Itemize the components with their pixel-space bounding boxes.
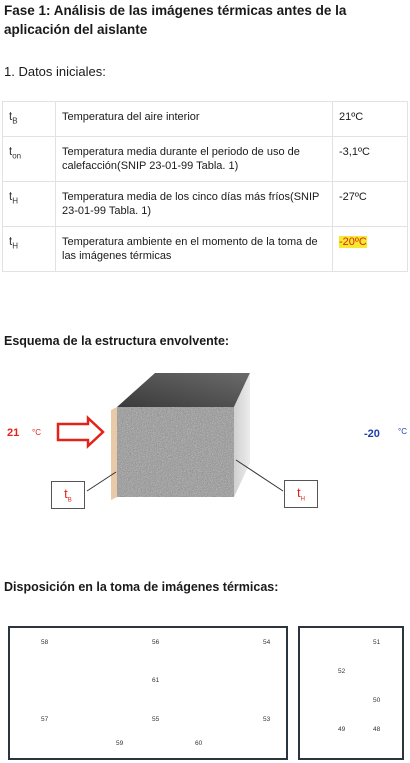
- value-cell: [333, 227, 408, 272]
- section-envelope-scheme: Esquema de la estructura envolvente:: [4, 334, 230, 348]
- page-title: Fase 1: Análisis de las imágenes térmicas antes de la aplicación del aislante: [4, 3, 347, 37]
- point-label: 54: [263, 639, 271, 646]
- value-cell: -27ºC: [333, 182, 408, 227]
- label-box-outside: $t_H$: [284, 480, 318, 508]
- point-label: 56: [152, 639, 160, 646]
- outside-temp-value: -20: [364, 428, 380, 440]
- point-label: 57: [41, 716, 49, 723]
- point-label: 58: [41, 639, 49, 646]
- point-label: 48: [373, 726, 381, 733]
- initial-data-table: [2, 101, 408, 272]
- section-thermal-layout: Disposición en la toma de imágenes térmicas:: [4, 580, 279, 594]
- thermal-frame-right: [298, 626, 404, 760]
- table-row: [3, 102, 408, 137]
- point-label: 52: [338, 668, 346, 675]
- description-cell: Temperatura del aire interior: [56, 102, 333, 137]
- value-cell: -3,1ºC: [333, 137, 408, 182]
- description-cell: Temperatura ambiente en el momento de la toma de las imágenes térmicas: [56, 227, 333, 272]
- point-label: 51: [373, 639, 381, 646]
- description-cell: Temperatura media durante el periodo de uso de calefacción(SNIP 23-01-99 Tabla. 1): [56, 137, 333, 182]
- table-row: [3, 137, 408, 182]
- thermal-frame-left: [8, 626, 288, 760]
- symbol-cell: $t_H$: [3, 182, 56, 227]
- symbol-cell: $t_H$: [3, 227, 56, 272]
- envelope-diagram: [0, 360, 410, 550]
- table-row: [3, 227, 408, 272]
- section-initial-data: 1. Datos iniciales:: [4, 64, 106, 79]
- outside-temp-unit: °C: [398, 427, 407, 436]
- label-box-inside: $t_B$: [51, 481, 85, 509]
- symbol-cell: $t_{on}$: [3, 137, 56, 182]
- table-row: [3, 182, 408, 227]
- point-label: 60: [195, 740, 203, 747]
- point-label: 59: [116, 740, 124, 747]
- highlighted-value: -20ºC: [339, 236, 367, 249]
- inside-temp-value: 21: [7, 427, 20, 439]
- symbol-cell: $t_B$: [3, 102, 56, 137]
- wall-illustration: [0, 360, 410, 550]
- value-cell: 21ºC: [333, 102, 408, 137]
- point-label: 55: [152, 716, 160, 723]
- point-label: 53: [263, 716, 271, 723]
- description-cell: Temperatura media de los cinco días más fríos(SNIP 23-01-99 Tabla. 1): [56, 182, 333, 227]
- inside-temp-unit: °C: [32, 428, 41, 437]
- point-label: 49: [338, 726, 346, 733]
- point-label: 61: [152, 677, 160, 684]
- point-label: 50: [373, 697, 381, 704]
